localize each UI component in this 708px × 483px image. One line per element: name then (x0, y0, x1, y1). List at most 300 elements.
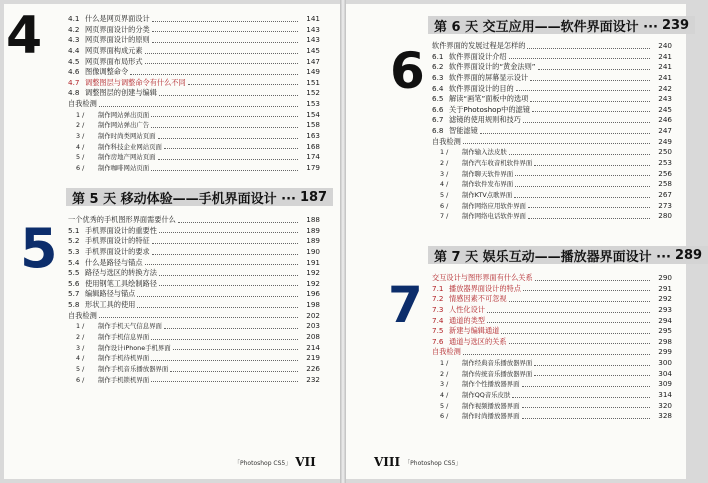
dot-leader (487, 312, 650, 313)
dot-leader (512, 397, 650, 398)
toc-entry-number: 6 / (76, 375, 85, 384)
toc-entry-title: 制作时尚播放器界面 (462, 412, 520, 421)
toc-entry-title: 制作手机天气信息界面 (98, 322, 162, 331)
toc-entry-title: 软件界面的发展过程是怎样的 (432, 40, 526, 50)
toc-entry-page: 192 (306, 278, 320, 288)
toc-entry-page: 226 (306, 363, 320, 373)
toc-entry-number: 4.1 (68, 13, 80, 23)
chapter-4-toc (68, 14, 320, 174)
toc-entry-page: 179 (306, 162, 320, 172)
toc-entry (432, 73, 672, 84)
toc-entry-page: 153 (306, 99, 320, 109)
toc-entry-title: 制作网站弹出页面 (98, 110, 150, 119)
toc-entry-number: 4.2 (68, 24, 80, 34)
toc-entry-number: 4.5 (68, 56, 80, 66)
dot-leader (509, 301, 650, 302)
toc-exercise-entry (68, 343, 320, 354)
toc-entry (68, 25, 320, 36)
toc-entry-page: 241 (658, 72, 672, 82)
toc-entry-number: 4 / (440, 391, 449, 400)
toc-entry-number: 6 / (76, 163, 85, 172)
chapter-5-banner-page: 187 (299, 189, 328, 205)
toc-exercise-entry (432, 169, 672, 180)
toc-entry-title: 自我检测 (432, 347, 461, 357)
toc-entry-title: 制作汽车收音机软件界面 (462, 159, 533, 168)
dot-leader (523, 290, 650, 291)
dot-leader (509, 154, 650, 155)
toc-entry-title: 制作QQ音乐皮肤 (462, 391, 511, 400)
toc-entry-page: 243 (658, 94, 672, 104)
toc-entry-title: 网页界面设计的分类 (85, 24, 150, 34)
dot-leader (137, 307, 298, 308)
dot-leader (159, 232, 298, 233)
toc-entry-number: 7.3 (432, 304, 444, 314)
toc-entry-number: 5.4 (68, 257, 80, 267)
toc-entry-page: 145 (306, 45, 320, 55)
chapter-7-banner-page: 289 (674, 247, 703, 263)
toc-entry-title: 制作个性播放器界面 (462, 380, 520, 389)
dot-leader (501, 333, 650, 334)
toc-entry-number: 5 / (76, 153, 85, 162)
dot-leader (99, 317, 298, 318)
toc-entry-page: 190 (306, 246, 320, 256)
dot-leader (515, 175, 650, 176)
toc-entry-page: 258 (658, 179, 672, 189)
toc-entry-number: 4.7 (68, 77, 80, 87)
toc-entry-page: 154 (306, 109, 320, 119)
dot-leader (522, 386, 650, 387)
chapter-6-banner-page: 239 (661, 17, 690, 33)
dot-leader (514, 197, 650, 198)
toc-entry-number: 5 / (76, 364, 85, 373)
toc-entry-title: 自我检测 (68, 99, 97, 109)
chapter-4-number: 4 (6, 6, 43, 66)
toc-entry-number: 6.2 (432, 62, 444, 72)
toc-entry-page: 309 (658, 379, 672, 389)
dot-leader (534, 165, 650, 166)
dot-leader (99, 106, 298, 107)
toc-entry-title: 自我检测 (68, 310, 97, 320)
toc-entry-page: 192 (306, 268, 320, 278)
left-page (4, 4, 340, 479)
toc-entry-title: 解读“画笔”面板中的选项 (449, 94, 529, 104)
dot-leader (137, 296, 298, 297)
toc-entry-title: 软件界面的屏幕显示设计 (449, 72, 529, 82)
dot-leader (145, 63, 298, 64)
toc-entry-title: 关于Photoshop中的滤镜 (449, 104, 530, 114)
toc-entry-title: 什么是路径与锚点 (85, 257, 143, 267)
dot-leader (534, 365, 650, 366)
toc-entry (432, 305, 672, 316)
chapter-5-banner (66, 186, 328, 208)
dot-leader (145, 264, 298, 265)
toc-entry-title: 智能滤镜 (449, 126, 478, 136)
toc-entry-page: 141 (306, 13, 320, 23)
toc-entry-number: 6.7 (432, 115, 444, 125)
toc-entry-page: 168 (306, 141, 320, 151)
toc-entry-number: 5.6 (68, 278, 80, 288)
toc-entry-title: 制作房地产网站页面 (98, 153, 156, 162)
toc-entry-page: 241 (658, 51, 672, 61)
dot-leader (535, 280, 650, 281)
toc-entry-page: 292 (658, 294, 672, 304)
toc-entry-title: 制作KTV点歌界面 (462, 190, 513, 199)
toc-entry-title: 制作时尚类网站页面 (98, 132, 156, 141)
toc-entry-title: 路径与选区的转换方法 (85, 268, 157, 278)
toc-entry-number: 7.4 (432, 315, 444, 325)
chapter-6-number: 6 (390, 42, 425, 100)
toc-entry-page: 256 (658, 168, 672, 178)
toc-entry-title: 制作软件发布界面 (462, 180, 514, 189)
right-footer (374, 455, 465, 469)
toc-entry-title: 滤镜的使用规则和技巧 (449, 115, 521, 125)
toc-entry-page: 147 (306, 56, 320, 66)
toc-entry-title: 软件界面设计介绍 (449, 51, 507, 61)
toc-entry-number: 6 / (440, 201, 449, 210)
toc-entry (68, 300, 320, 311)
toc-entry-page: 208 (306, 332, 320, 342)
toc-entry-number: 4.8 (68, 88, 80, 98)
dot-leader (151, 170, 298, 171)
dot-leader (516, 90, 650, 91)
chapter-7-banner-tag (428, 246, 708, 264)
toc-entry (432, 273, 672, 284)
toc-entry-page: 304 (658, 368, 672, 378)
toc-entry-page: 151 (306, 77, 320, 87)
toc-entry-number: 6 / (440, 412, 449, 421)
toc-entry-title: 制作聊天软件界面 (462, 169, 514, 178)
toc-exercise-entry (68, 120, 320, 131)
toc-entry-number: 3 / (440, 380, 449, 389)
toc-entry-page: 249 (658, 136, 672, 146)
toc-entry (432, 337, 672, 348)
toc-entry-number: 2 / (76, 121, 85, 130)
toc-entry-page: 143 (306, 24, 320, 34)
toc-entry-number: 2 / (440, 159, 449, 168)
toc-entry-title: 制作视频播放器界面 (462, 401, 520, 410)
toc-entry-number: 5.3 (68, 246, 80, 256)
toc-entry-page: 291 (658, 283, 672, 293)
toc-entry (432, 294, 672, 305)
toc-entry-page: 294 (658, 315, 672, 325)
toc-entry-page: 241 (658, 62, 672, 72)
toc-entry-page: 245 (658, 104, 672, 114)
toc-exercise-entry (68, 110, 320, 121)
toc-entry-title: 自我检测 (432, 136, 461, 146)
toc-entry-page: 174 (306, 152, 320, 162)
toc-entry (68, 258, 320, 269)
toc-entry-title: 制作科技企业网站页面 (98, 142, 162, 151)
toc-entry-number: 4 / (440, 180, 449, 189)
dot-leader (151, 339, 298, 340)
dot-leader (527, 48, 650, 49)
toc-entry-number: 7.5 (432, 326, 444, 336)
toc-entry-title: 交互设计与图形界面有什么关系 (432, 272, 533, 282)
right-page (346, 4, 703, 479)
toc-entry-number: 4 / (76, 354, 85, 363)
toc-entry-page: 191 (306, 257, 320, 267)
toc-entry-number: 5.7 (68, 289, 80, 299)
dot-leader (152, 254, 298, 255)
toc-entry-title: 新建与编辑通道 (449, 326, 500, 336)
toc-exercise-entry (432, 147, 672, 158)
toc-exercise-entry (432, 190, 672, 201)
toc-entry-title: 通道的类型 (449, 315, 485, 325)
toc-entry-number: 4 / (76, 142, 85, 151)
toc-entry-title: 制作网络电话软件界面 (462, 212, 526, 221)
dot-leader (152, 31, 298, 32)
dot-leader (509, 343, 650, 344)
toc-entry-page: 198 (306, 300, 320, 310)
toc-entry-title: 网页界面构成元素 (85, 45, 143, 55)
toc-entry-title: 制作咖啡网站页面 (98, 163, 150, 172)
toc-exercise-entry (68, 332, 320, 343)
chapter-6-banner (426, 14, 690, 36)
toc-entry (432, 126, 672, 137)
toc-entry (68, 311, 320, 322)
toc-entry (432, 41, 672, 52)
toc-entry (432, 115, 672, 126)
chapter-6-banner-title: 第 6 天 交互应用——软件界面设计 ··· (434, 19, 658, 35)
toc-entry (68, 57, 320, 68)
toc-entry-title: 制作传统音乐播放器界面 (462, 369, 533, 378)
toc-entry-page: 290 (658, 272, 672, 282)
toc-entry-title: 形状工具的使用 (85, 300, 136, 310)
toc-entry (68, 215, 320, 226)
toc-entry (68, 236, 320, 247)
toc-entry-page: 214 (306, 342, 320, 352)
toc-entry-number: 2 / (440, 369, 449, 378)
dot-leader (151, 381, 298, 382)
chapter-5-banner-tag (66, 188, 333, 206)
toc-entry-title: 制作手机待机界面 (98, 354, 150, 363)
toc-exercise-entry (68, 131, 320, 142)
toc-entry-number: 6.6 (432, 104, 444, 114)
toc-entry-number: 6.8 (432, 126, 444, 136)
toc-entry-number: 7.6 (432, 336, 444, 346)
toc-entry-page: 202 (306, 310, 320, 320)
toc-entry-page: 253 (658, 158, 672, 168)
dot-leader (534, 375, 650, 376)
toc-entry-number: 4.6 (68, 67, 80, 77)
toc-entry-title: 图像调整命令 (85, 67, 129, 77)
toc-entry (68, 247, 320, 258)
toc-entry-title: 制作经典音乐播放器界面 (462, 359, 533, 368)
dot-leader (170, 371, 298, 372)
dot-leader (463, 143, 650, 144)
toc-entry (68, 35, 320, 46)
toc-entry (432, 94, 672, 105)
toc-exercise-entry (432, 390, 672, 401)
toc-entry (432, 316, 672, 327)
toc-entry-number: 1 / (440, 148, 449, 157)
toc-entry-number: 5 / (440, 401, 449, 410)
toc-exercise-entry (68, 375, 320, 386)
dot-leader (188, 84, 298, 85)
toc-entry-number: 6.4 (432, 83, 444, 93)
toc-entry-page: 300 (658, 358, 672, 368)
toc-entry-page: 188 (306, 214, 320, 224)
toc-entry-page: 152 (306, 88, 320, 98)
dot-leader (522, 407, 650, 408)
dot-leader (487, 322, 650, 323)
toc-entry-number: 6.1 (432, 51, 444, 61)
dot-leader (538, 69, 650, 70)
toc-exercise-entry (432, 401, 672, 412)
toc-exercise-entry (432, 211, 672, 222)
toc-entry-page: 320 (658, 400, 672, 410)
footer-book-title: 「Photoshop CS5」 (234, 459, 292, 467)
dot-leader (164, 148, 298, 149)
toc-entry-page: 246 (658, 115, 672, 125)
toc-entry-page: 267 (658, 189, 672, 199)
toc-entry-number: 6.5 (432, 94, 444, 104)
toc-entry-title: 手机界面设计的特征 (85, 236, 150, 246)
toc-entry-page: 189 (306, 225, 320, 235)
dot-leader (522, 418, 650, 419)
dot-leader (528, 218, 650, 219)
toc-entry-page: 189 (306, 236, 320, 246)
footer-page-number: VII (295, 455, 316, 469)
dot-leader (159, 95, 298, 96)
toc-entry-page: 149 (306, 67, 320, 77)
dot-leader (523, 122, 650, 123)
toc-entry (68, 268, 320, 279)
toc-exercise-entry (432, 369, 672, 380)
toc-entry (68, 46, 320, 57)
toc-entry-number: 5.8 (68, 300, 80, 310)
toc-entry-title: 通道与选区的关系 (449, 336, 507, 346)
toc-entry-title: 制作手机锁机界面 (98, 375, 150, 384)
toc-exercise-entry (68, 353, 320, 364)
toc-entry-title: 制作手机音乐播放器界面 (98, 364, 169, 373)
toc-entry-title: 使用钢笔工具绘制路径 (85, 278, 157, 288)
left-footer (230, 455, 316, 469)
toc-entry (68, 279, 320, 290)
footer-page-number: VIII (374, 455, 401, 469)
toc-entry-title: 制作手机信息界面 (98, 333, 150, 342)
dot-leader (152, 21, 298, 22)
toc-entry-title: 情感因素不可忽视 (449, 294, 507, 304)
dot-leader (152, 42, 298, 43)
dot-leader (463, 354, 650, 355)
dot-leader (159, 285, 298, 286)
toc-exercise-entry (68, 142, 320, 153)
dot-leader (530, 80, 650, 81)
toc-exercise-entry (432, 179, 672, 190)
toc-entry-page: 298 (658, 336, 672, 346)
dot-leader (530, 101, 650, 102)
toc-entry-page: 232 (306, 374, 320, 384)
chapter-7-toc (432, 273, 672, 422)
dot-leader (158, 159, 298, 160)
toc-entry-number: 5.1 (68, 225, 80, 235)
toc-entry-number: 7.1 (432, 283, 444, 293)
toc-exercise-entry (432, 379, 672, 390)
toc-entry-number: 1 / (440, 359, 449, 368)
toc-entry-title: 人性化设计 (449, 304, 485, 314)
chapter-5-toc (68, 215, 320, 385)
dot-leader (528, 207, 650, 208)
toc-entry-title: 调整图层的创建与编辑 (85, 88, 157, 98)
chapter-7-number: 7 (388, 276, 423, 334)
chapter-7-banner-title: 第 7 天 娱乐互动——播放器界面设计 ··· (434, 249, 671, 265)
toc-entry-title: 制作输入法皮肤 (462, 148, 507, 157)
toc-entry (432, 105, 672, 116)
toc-exercise-entry (432, 158, 672, 169)
chapter-7-banner (426, 244, 703, 266)
toc-entry-number: 1 / (76, 322, 85, 331)
toc-entry-page: 163 (306, 131, 320, 141)
toc-entry-number: 2 / (76, 333, 85, 342)
dot-leader (515, 186, 650, 187)
toc-exercise-entry (68, 364, 320, 375)
toc-entry (68, 67, 320, 78)
toc-exercise-entry (432, 201, 672, 212)
dot-leader (130, 74, 298, 75)
toc-entry-page: 314 (658, 390, 672, 400)
toc-entry-number: 6.3 (432, 72, 444, 82)
dot-leader (151, 127, 298, 128)
toc-entry (68, 226, 320, 237)
toc-entry-page: 250 (658, 147, 672, 157)
dot-leader (532, 111, 650, 112)
chapter-6-banner-tag (428, 16, 695, 34)
toc-entry-number: 3 / (440, 169, 449, 178)
toc-entry-number: 3 / (76, 343, 85, 352)
toc-entry-number: 7 / (440, 212, 449, 221)
toc-entry-title: 手机界面设计的要求 (85, 246, 150, 256)
toc-entry-number: 4.3 (68, 35, 80, 45)
toc-entry-number: 5.2 (68, 236, 80, 246)
toc-entry-page: 280 (658, 211, 672, 221)
toc-entry-page: 247 (658, 126, 672, 136)
toc-entry-title: 制作网站弹出广告 (98, 121, 150, 130)
chapter-5-banner-title: 第 5 天 移动体验——手机界面设计 ··· (72, 191, 296, 207)
toc-entry-title: 制作设计iPhone手机界面 (98, 343, 171, 352)
footer-book-title: 「Photoshop CS5」 (404, 459, 462, 467)
toc-entry-title: 什么是网页界面设计 (85, 13, 150, 23)
toc-entry-title: 手机界面设计的重要性 (85, 225, 157, 235)
toc-entry-page: 203 (306, 321, 320, 331)
toc-entry-page: 196 (306, 289, 320, 299)
toc-entry-page: 299 (658, 347, 672, 357)
toc-entry-title: 网页界面设计的原则 (85, 35, 150, 45)
toc-entry (432, 326, 672, 337)
toc-entry-title: 网页界面布局形式 (85, 56, 143, 66)
toc-exercise-entry (68, 321, 320, 332)
toc-entry (432, 52, 672, 63)
dot-leader (509, 58, 650, 59)
dot-leader (164, 328, 298, 329)
dot-leader (151, 360, 298, 361)
toc-entry-number: 5 / (440, 190, 449, 199)
dot-leader (480, 133, 650, 134)
toc-entry-number: 3 / (76, 132, 85, 141)
toc-entry (432, 137, 672, 148)
dot-leader (158, 138, 298, 139)
toc-entry-number: 4.4 (68, 45, 80, 55)
toc-entry (432, 84, 672, 95)
toc-exercise-entry (432, 411, 672, 422)
toc-entry-page: 295 (658, 326, 672, 336)
dot-leader (151, 116, 298, 117)
toc-entry-title: 制作网络应用软件界面 (462, 201, 526, 210)
toc-entry (68, 88, 320, 99)
toc-entry-page: 242 (658, 83, 672, 93)
toc-entry-title: 播放器界面设计的特点 (449, 283, 521, 293)
toc-entry-page: 293 (658, 304, 672, 314)
